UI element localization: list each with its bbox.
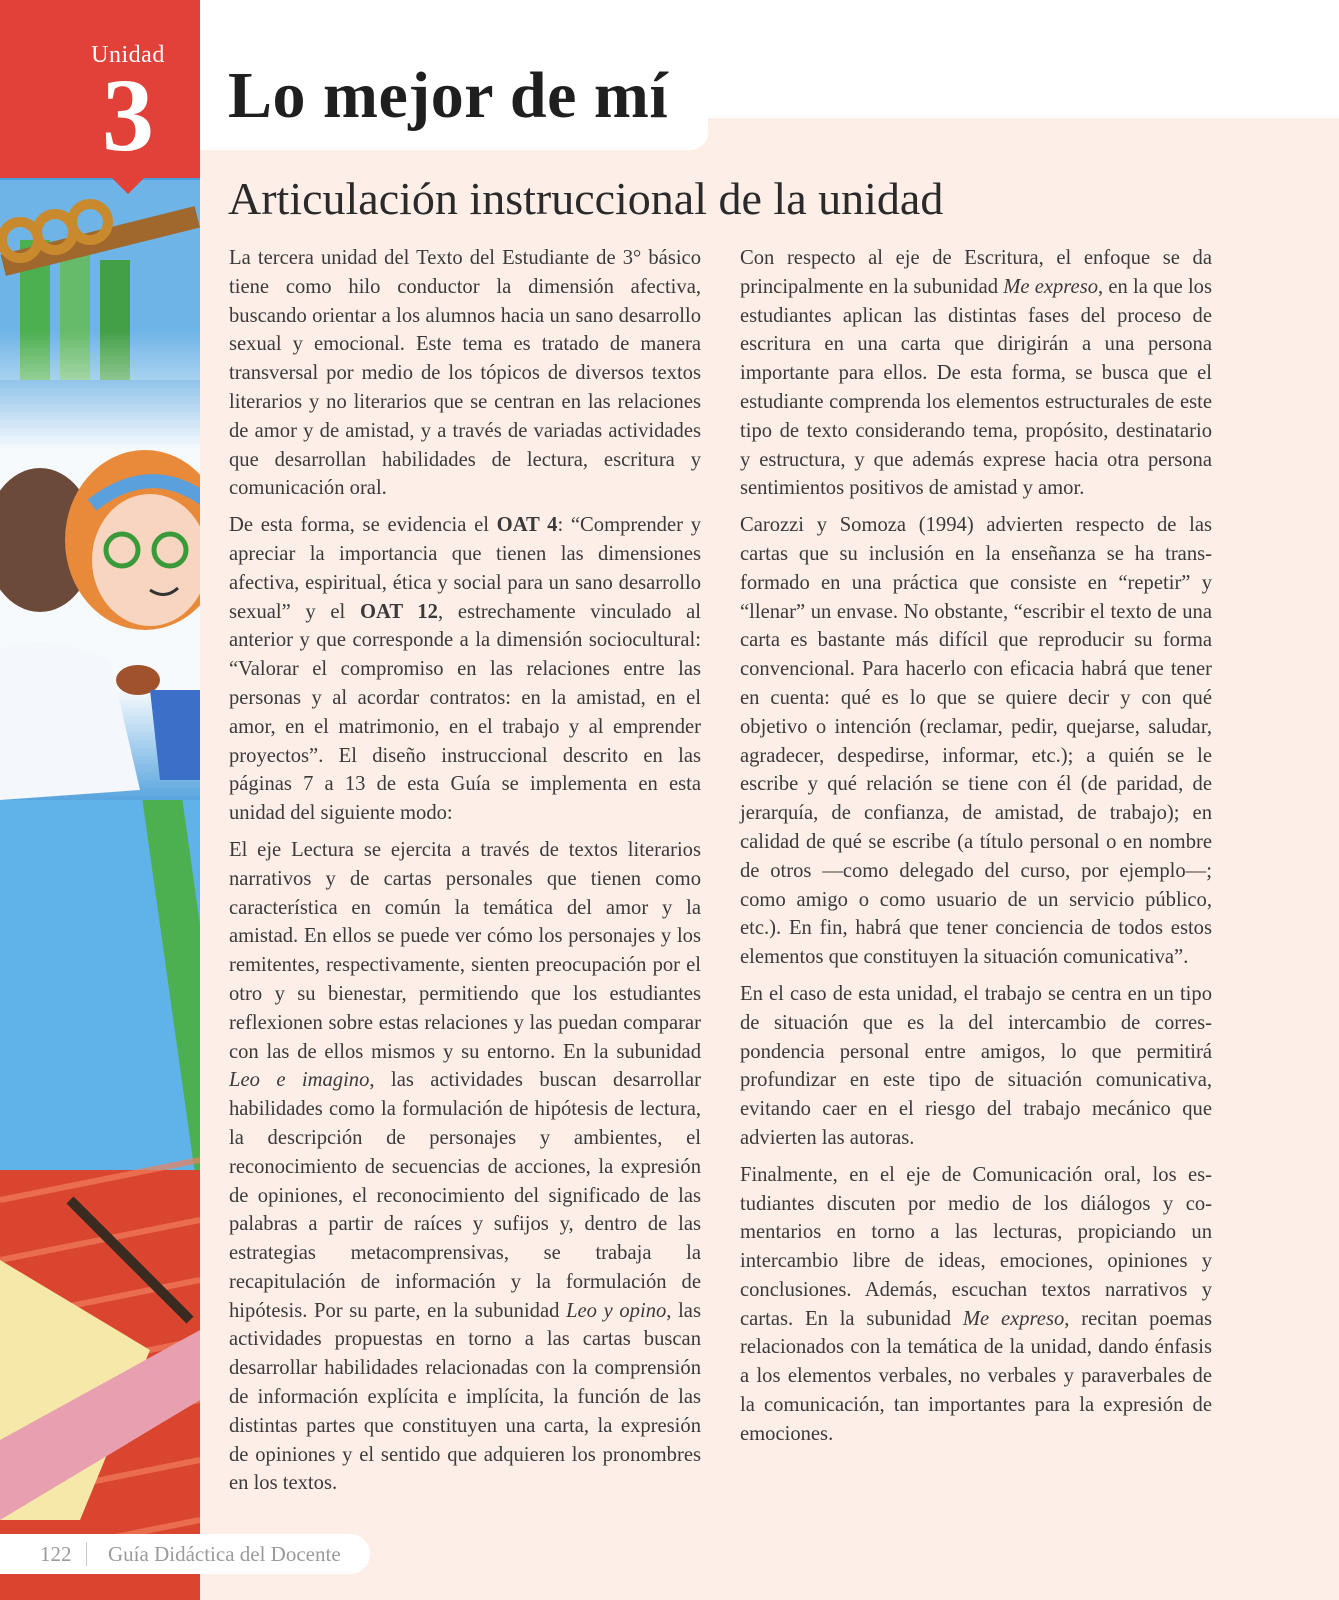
unit-number: 3	[102, 58, 154, 173]
footer-divider	[86, 1542, 87, 1566]
page-number: 122	[40, 1542, 72, 1566]
left-paragraph-1: La tercera unidad del Texto del Estudiante de 3° básico tiene como hilo conductor la dimensión afectiva, buscando orientar a los alumnos hacia un sano desarrollo sexual y emocional. Este tema es tratado de manera transversal por medio de los tópicos de diversos textos literarios y no literarios que se centran en las relaciones de amor y de amistad, y a través de variadas actividades que desarrollan habilidades de lectura, escritura y comunicación oral.	[229, 247, 701, 500]
subunit-leo-e-imagino: Leo e imagino	[229, 1069, 370, 1092]
subunit-me-expreso: Me expreso	[962, 1307, 1065, 1330]
text-run: Con respecto al eje de Escritura, el enfoque se da principalmente en la subunidad	[740, 247, 1212, 298]
text-run: De esta forma, se evidencia el	[229, 514, 497, 537]
oat-12-bold: OAT 12	[359, 600, 438, 623]
subunit-leo-y-opino: Leo y opino	[566, 1299, 667, 1322]
text-run: , las actividades buscan desarrollar habilidades como la formulación de hipótesis de lectura, la descripción de personajes y ambientes, el reconocimiento de secuencias de acciones, la expresión de opiniones, el reconocimiento del significado de las palabras a partir de raíces y sufijos y, dentro de las estrategias metacomprensivas, se trabaja la recapitulación de información y la formulación de hipótesis. Por su parte, en la subunidad	[229, 1069, 701, 1322]
text-run: : “Comprender y apreciar la importancia que tienen las dimensiones afectiva, espiritual, ética y social para un sano desarrollo sexual” y el	[229, 514, 702, 623]
book-name: Guía Didáctica del Docente	[108, 1542, 341, 1566]
right-paragraph-3: En el caso de esta unidad, el trabajo se centra en un tipo de situación que es la del intercambio de correspondencia personal entre amigos, lo que permitirá profundizar en este tipo de situación comunicativa, evitando caer en el riesgo del trabajo mecánico que advierten las autoras.	[740, 982, 1212, 1149]
text-run: , en la que los estudiantes aplican las distintas fases del proceso de escritura en una carta que dirigirán a una persona importante para ellos. De esta forma, se busca que el estudiante comprenda los elementos estructurales de este tipo de texto considerando tema, propósito, destinatario y estructura, y que además exprese hacia otra persona sentimientos positivos de amistad y amor.	[740, 275, 1212, 500]
left-column	[229, 244, 701, 1506]
left-paragraph-2	[229, 511, 701, 828]
section-title: Articulación instruccional de la unidad	[228, 173, 944, 224]
text-run: Finalmente, en el eje de Comunicación oral, los estudiantes discuten por medio de los diálogos y comentarios en torno a las lecturas, propiciando un intercambio libre de ideas, emociones, opiniones y conclusiones. Además, escuchan textos narrativos y cartas. En la subunidad	[740, 1163, 1212, 1330]
right-column	[740, 244, 1212, 1457]
page-footer	[0, 1534, 370, 1574]
page-title: Lo mejor de mí	[228, 59, 669, 132]
text-run: , recitan poemas relacionados con la temática de la unidad, dando énfasis a los elementos verbales, no verbales y paraverbales de la comunicación, tan importantes para la expresión de emociones.	[740, 1307, 1212, 1445]
side-illustration	[0, 0, 200, 1600]
right-paragraph-2: Carozzi y Somoza (1994) advierten respecto de las cartas que su inclusión en la enseñanza se ha transformado en una práctica que consiste en “repetir” y “llenar” un envase. No obstante, “escribir el texto de una carta es bastante más difícil que reproducir su forma convencional. Para hacerlo con eficacia habrá que tener en cuenta: qué es lo que se quiere decir y con qué objetivo o intención (reclamar, pedir, quejarse, saludar, agradecer, despedirse, informar, etc.); a quién se le escribe y qué relación se tiene con él (de paridad, de jerarquía, de confianza, de amistad, de trabajo); en calidad de qué se escribe (a título personal o en nombre de otros —como delegado del curso, por ejemplo—; como amigo o como usuario de un servicio público, etc.). En fin, habrá que tener conciencia de todos estos elementos que constituyen la situación comunicativa”.	[740, 514, 1212, 969]
subunit-me-expreso: Me expreso	[1003, 275, 1098, 298]
text-run: , las actividades propuestas en torno a las cartas buscan desarrollar habilidades relacionadas con la comprensión de información explícita e implícita, la función de las distintas partes que constituyen una carta, la expresión de opiniones y el sentido que adquieren los pronombres en los textos.	[229, 1299, 701, 1495]
right-paragraph-1	[740, 244, 1212, 503]
right-paragraph-4	[740, 1161, 1212, 1449]
oat-4-bold: OAT 4	[496, 514, 558, 537]
text-run: El eje Lectura se ejercita a través de textos literarios narrativos y de cartas personales que tienen como característica en común la temática del amor y la amistad. En ellos se puede ver cómo los personajes y los remitentes, respectivamente, sienten preocupación por el otro y su bienestar, permitiendo que los estudiantes reflexionen sobre estas relaciones y las puedan comparar con las de ellos mismos y su entorno. En la subunidad	[229, 838, 701, 1063]
left-paragraph-3	[229, 836, 701, 1498]
unit-label: Unidad	[91, 42, 165, 68]
unit-badge	[0, 0, 200, 178]
illustration-art	[0, 0, 200, 1600]
text-run: , estrechamente vinculado al anterior y que corresponde a la dimensión sociocultural: “Valorar el compromiso en las relaciones entre las personas y al acordar contratos: en la amistad, en el amor, en el matrimonio, en el trabajo y al emprender proyectos”. El diseño instruccional descrito en las páginas 7 a 13 de esta Guía se implementa en esta unidad del siguiente modo:	[229, 600, 702, 825]
